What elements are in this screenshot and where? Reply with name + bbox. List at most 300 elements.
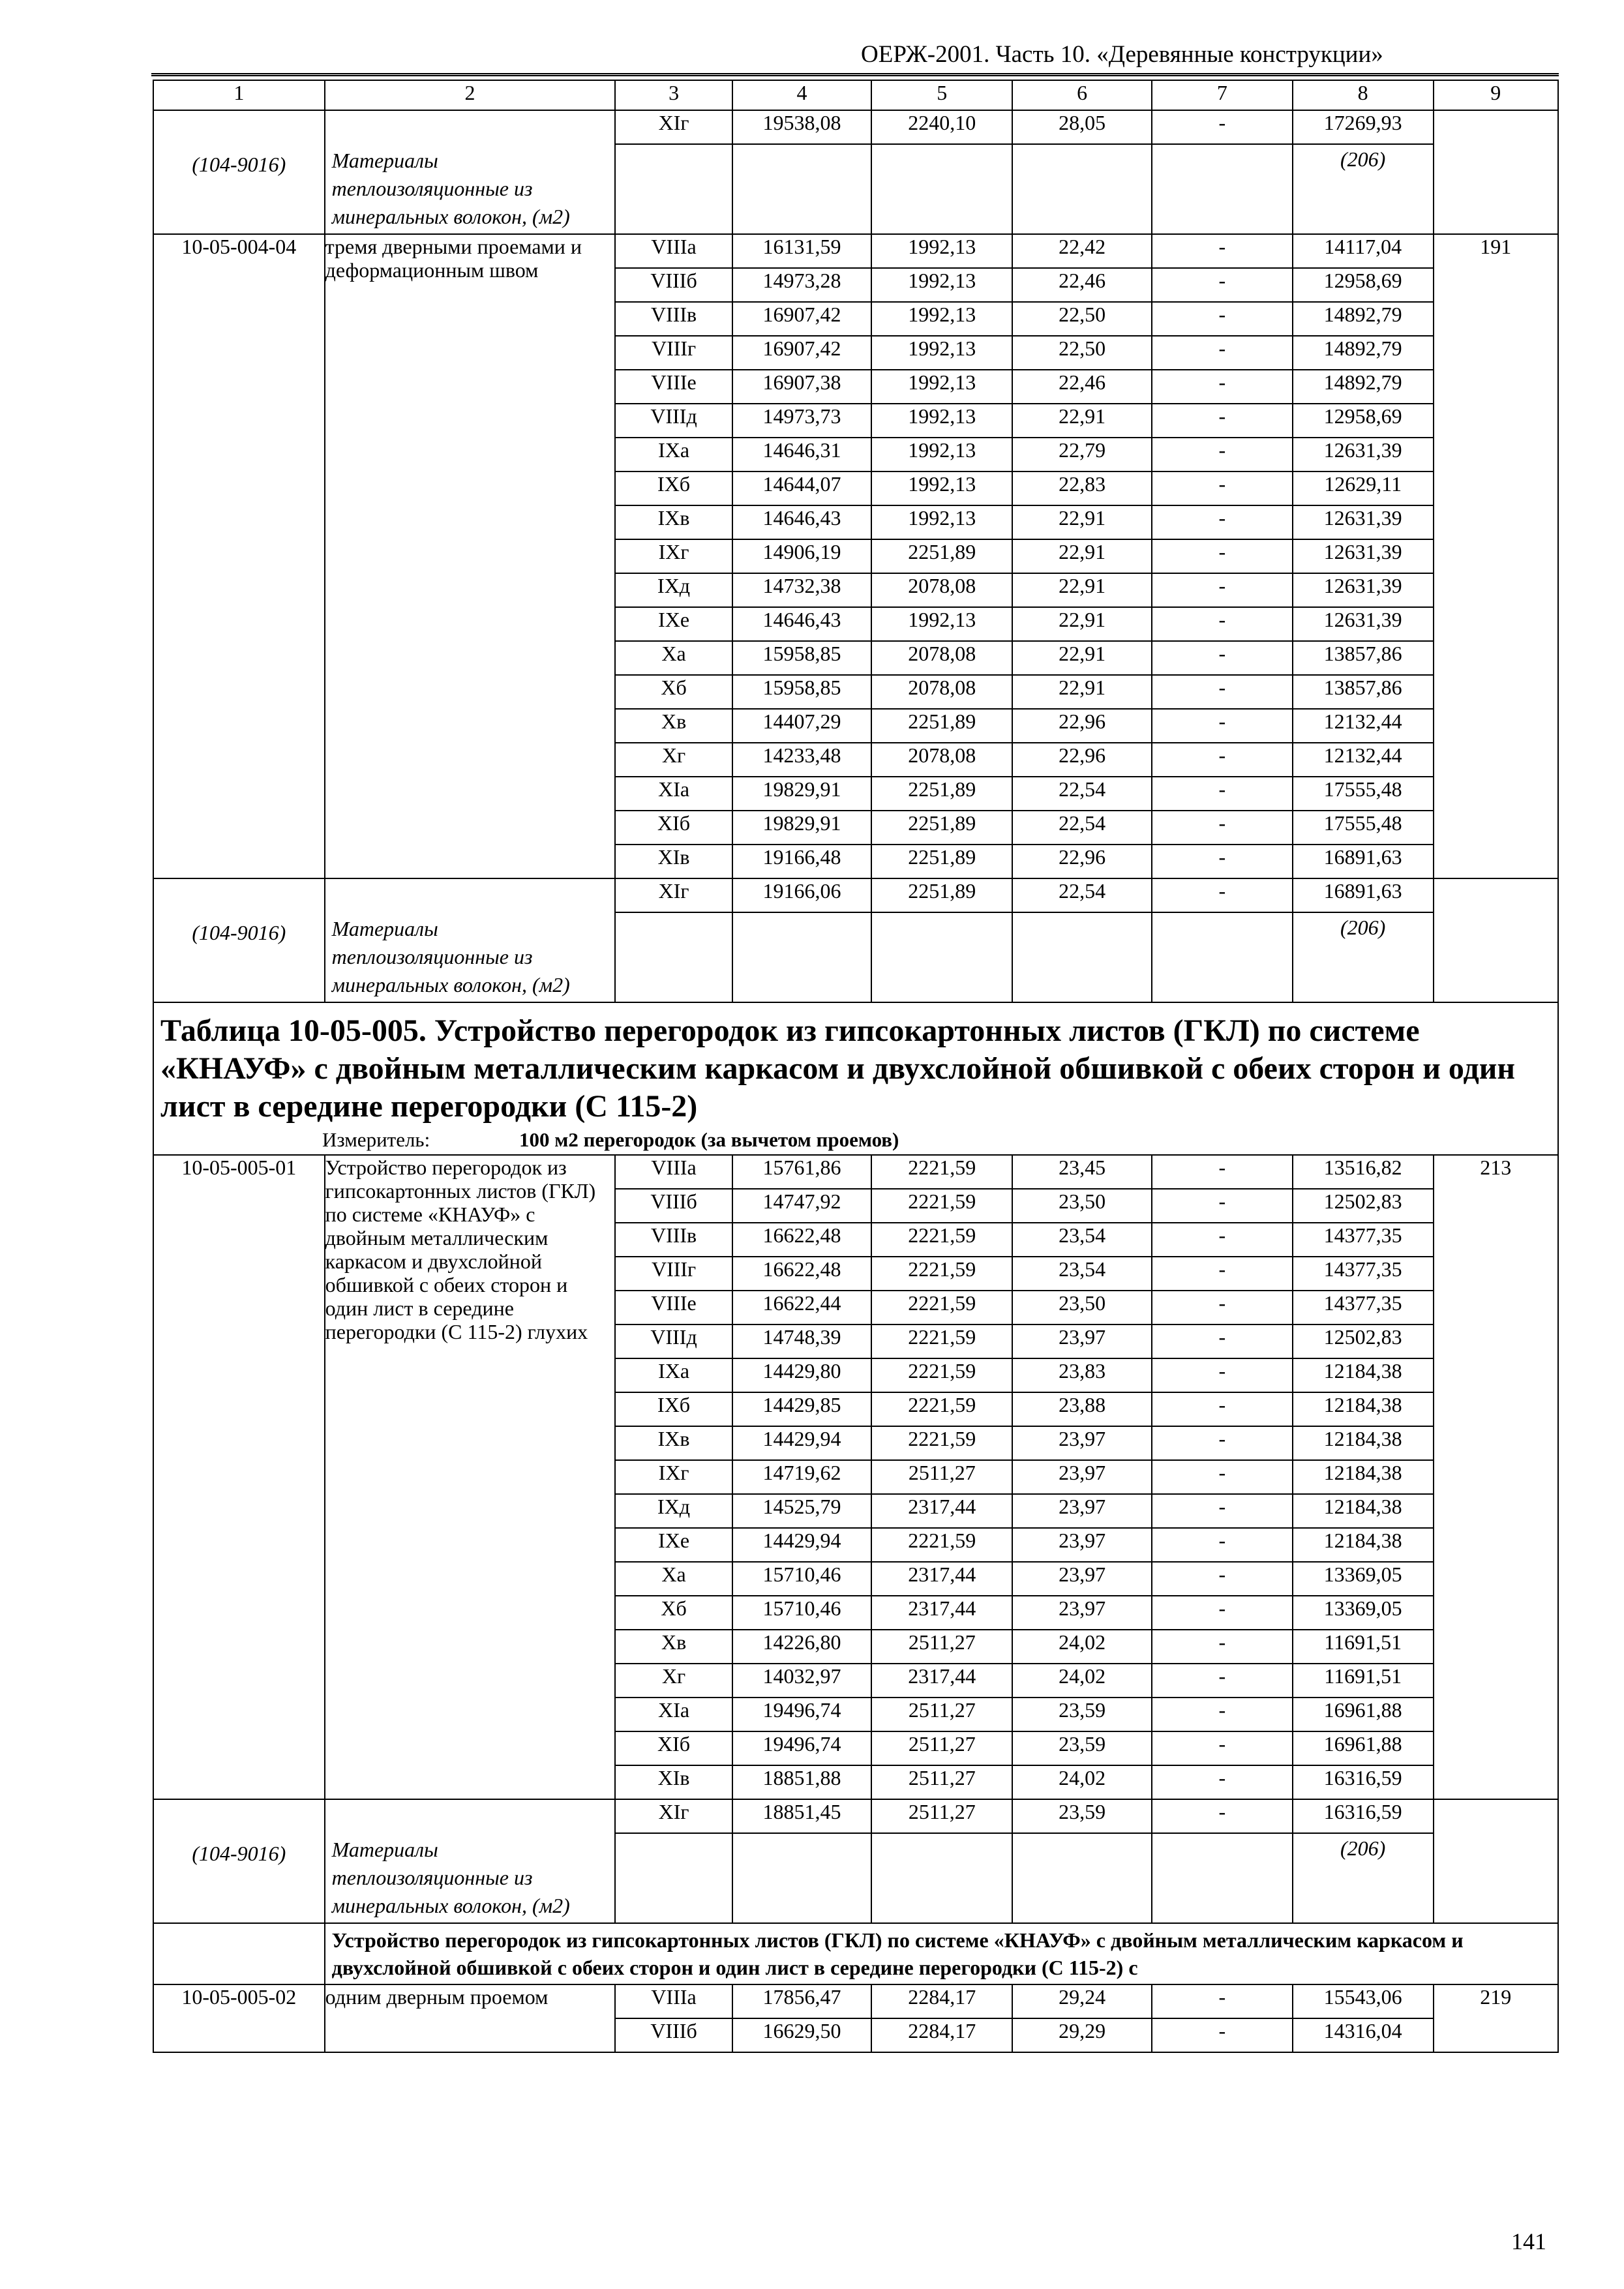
cell: 2511,27 [871, 1765, 1012, 1799]
cell: 2221,59 [871, 1223, 1012, 1257]
cell: 24,02 [1012, 1664, 1152, 1698]
cell: ХІв [615, 845, 732, 878]
material-code: (104-9016) [192, 153, 286, 176]
cell [1152, 1833, 1293, 1923]
cell: ІХе [615, 607, 732, 641]
cell: 1992,13 [871, 471, 1012, 505]
table-title-row [153, 1002, 1558, 1155]
cell: 1992,13 [871, 268, 1012, 302]
cell: 2511,27 [871, 1731, 1012, 1765]
material-code: (104-9016) [192, 921, 286, 944]
cell: 13857,86 [1293, 675, 1434, 709]
cell: 2251,89 [871, 878, 1012, 912]
material-qty-cell [1293, 144, 1434, 234]
cell: ХІг [615, 878, 732, 912]
table-row [153, 878, 1558, 912]
cell: - [1152, 1731, 1293, 1765]
cell: ІХг [615, 539, 732, 573]
cell: VІІІд [615, 404, 732, 438]
cell: 22,91 [1012, 675, 1152, 709]
cell: - [1152, 1765, 1293, 1799]
column-number: 3 [615, 80, 732, 110]
cell: 12132,44 [1293, 743, 1434, 777]
material-qty-cell [1293, 1833, 1434, 1923]
cell: 14429,80 [732, 1358, 872, 1392]
cell: ІХг [615, 1460, 732, 1494]
estimate-table [153, 80, 1559, 2053]
item-description: тремя дверными проемами и деформационным швом [325, 235, 582, 282]
description-cell [325, 234, 616, 878]
cell: 14973,73 [732, 404, 872, 438]
cell: 23,59 [1012, 1799, 1152, 1833]
cell: 13516,82 [1293, 1155, 1434, 1189]
cell: 19496,74 [732, 1698, 872, 1731]
cell: - [1152, 743, 1293, 777]
description-cell [325, 1984, 616, 2052]
cell: - [1152, 878, 1293, 912]
cell: 15958,85 [732, 675, 872, 709]
cell: 12184,38 [1293, 1426, 1434, 1460]
cell: 2240,10 [871, 110, 1012, 144]
cell [871, 1833, 1012, 1923]
cell: 12184,38 [1293, 1494, 1434, 1528]
cell: 22,96 [1012, 743, 1152, 777]
cell: 22,83 [1012, 471, 1152, 505]
cell: ІХб [615, 1392, 732, 1426]
cell: 14646,43 [732, 607, 872, 641]
cell: VІІІг [615, 1257, 732, 1291]
material-qty: (206) [1340, 1836, 1386, 1860]
cell [1012, 144, 1152, 234]
table-row [153, 1155, 1558, 1189]
column-number-row [153, 80, 1558, 110]
cell: 22,79 [1012, 438, 1152, 471]
cell: 14377,35 [1293, 1257, 1434, 1291]
table-title-cell [153, 1002, 1558, 1155]
cell [732, 1833, 872, 1923]
cell: 14892,79 [1293, 302, 1434, 336]
material-code-cell [153, 878, 325, 1002]
cell: - [1152, 1358, 1293, 1392]
cell: 23,54 [1012, 1223, 1152, 1257]
cell: 1992,13 [871, 438, 1012, 471]
cell: - [1152, 607, 1293, 641]
cell: 2221,59 [871, 1426, 1012, 1460]
cell: 12958,69 [1293, 404, 1434, 438]
cell: 16629,50 [732, 2018, 872, 2052]
cell: 1992,13 [871, 370, 1012, 404]
cell: 2317,44 [871, 1562, 1012, 1596]
material-qty: (206) [1340, 916, 1386, 939]
cell: - [1152, 1189, 1293, 1223]
cell: 22,91 [1012, 505, 1152, 539]
cell: - [1152, 1799, 1293, 1833]
cell: 14892,79 [1293, 370, 1434, 404]
cell: VІІІг [615, 336, 732, 370]
cell: 1992,13 [871, 336, 1012, 370]
cell: - [1152, 1155, 1293, 1189]
cell: 1992,13 [871, 302, 1012, 336]
header-rule [151, 73, 1559, 76]
cell: 14646,31 [732, 438, 872, 471]
cell: ХІа [615, 1698, 732, 1731]
code-cell [153, 1155, 325, 1799]
cell: 16907,42 [732, 336, 872, 370]
cell: VІІІб [615, 1189, 732, 1223]
col9-value: 191 [1480, 235, 1512, 258]
cell: ХІб [615, 811, 732, 845]
col9-cell [1434, 1155, 1558, 1799]
cell: 14525,79 [732, 1494, 872, 1528]
cell: 23,97 [1012, 1596, 1152, 1630]
cell: Хб [615, 1596, 732, 1630]
item-description: одним дверным проемом [325, 1985, 549, 2009]
cell: 14973,28 [732, 268, 872, 302]
cell: 22,91 [1012, 607, 1152, 641]
cell: 15710,46 [732, 1596, 872, 1630]
cell: 12502,83 [1293, 1324, 1434, 1358]
cell: - [1152, 811, 1293, 845]
cell: 2078,08 [871, 641, 1012, 675]
cell: 14646,43 [732, 505, 872, 539]
column-number: 8 [1293, 80, 1434, 110]
cell [732, 144, 872, 234]
cell [325, 110, 616, 234]
cell: 12502,83 [1293, 1189, 1434, 1223]
table-row [153, 234, 1558, 268]
column-number: 2 [325, 80, 616, 110]
cell: 14407,29 [732, 709, 872, 743]
material-code-cell [153, 1799, 325, 1923]
cell: ІХв [615, 1426, 732, 1460]
cell: 14233,48 [732, 743, 872, 777]
cell: VІІІв [615, 302, 732, 336]
cell: 12184,38 [1293, 1358, 1434, 1392]
cell: 28,05 [1012, 110, 1152, 144]
column-number: 7 [1152, 80, 1293, 110]
cell: 12631,39 [1293, 438, 1434, 471]
cell: ХІа [615, 777, 732, 811]
cell [1012, 1833, 1152, 1923]
cell: 23,50 [1012, 1291, 1152, 1324]
cell: 14748,39 [732, 1324, 872, 1358]
cell: 11691,51 [1293, 1664, 1434, 1698]
cell: 1992,13 [871, 404, 1012, 438]
cell: 19166,06 [732, 878, 872, 912]
table-title: Таблица 10-05-005. Устройство перегородок из гипсокартонных листов (ГКЛ) по системе «КНАУФ» с двойным металлическим каркасом и двухслойной обшивкой с обеих сторон и один лист в середине перегородки (С 115-2) [160, 1013, 1516, 1124]
cell: 16622,48 [732, 1223, 872, 1257]
cell: ХІв [615, 1765, 732, 1799]
col9-value: 213 [1480, 1156, 1512, 1179]
cell [615, 1833, 732, 1923]
cell: VІІІб [615, 2018, 732, 2052]
cell [1152, 144, 1293, 234]
cell: ІХв [615, 505, 732, 539]
column-number: 5 [871, 80, 1012, 110]
cell: Хг [615, 743, 732, 777]
cell: - [1152, 1596, 1293, 1630]
cell: 14226,80 [732, 1630, 872, 1664]
cell: Хв [615, 709, 732, 743]
cell: - [1152, 234, 1293, 268]
cell: 14892,79 [1293, 336, 1434, 370]
cell: - [1152, 336, 1293, 370]
cell: 23,97 [1012, 1426, 1152, 1460]
cell: - [1152, 2018, 1293, 2052]
cell: 14316,04 [1293, 2018, 1434, 2052]
cell: ІХа [615, 438, 732, 471]
item-description: Устройство перегородок из гипсокартонных листов (ГКЛ) по системе «КНАУФ» с двойным металлическим каркасом и двухслойной обшивкой с обеих сторон и один лист в середине перегородки (С 115-2) глухих [325, 1156, 596, 1343]
cell: VІІІа [615, 1155, 732, 1189]
cell [615, 912, 732, 1002]
code-cell [153, 234, 325, 878]
cell: 16622,44 [732, 1291, 872, 1324]
cell: - [1152, 573, 1293, 607]
cell: 16907,38 [732, 370, 872, 404]
cell: 23,97 [1012, 1460, 1152, 1494]
table-row [153, 110, 1558, 144]
cell: 2221,59 [871, 1155, 1012, 1189]
cell [871, 144, 1012, 234]
cell: 15710,46 [732, 1562, 872, 1596]
cell: 15761,86 [732, 1155, 872, 1189]
cell: 2251,89 [871, 709, 1012, 743]
cell: 15958,85 [732, 641, 872, 675]
cell: ХІб [615, 1731, 732, 1765]
cell: VІІІв [615, 1223, 732, 1257]
sub-description: Устройство перегородок из гипсокартонных листов (ГКЛ) по системе «КНАУФ» с двойным металлическим каркасом и двухслойной обшивкой с обеих сторон и один лист в середине перегородки (С 115-2) с [331, 1928, 1464, 1979]
cell: 14377,35 [1293, 1223, 1434, 1257]
cell: - [1152, 1291, 1293, 1324]
cell: - [1152, 1223, 1293, 1257]
cell: 23,97 [1012, 1562, 1152, 1596]
cell: 16891,63 [1293, 845, 1434, 878]
page-number: 141 [1511, 2228, 1546, 2254]
cell: 2251,89 [871, 811, 1012, 845]
cell: Хг [615, 1664, 732, 1698]
item-code: 10-05-005-02 [181, 1985, 297, 2009]
cell [153, 110, 325, 234]
cell: 23,54 [1012, 1257, 1152, 1291]
cell: 2221,59 [871, 1358, 1012, 1392]
cell: 2284,17 [871, 1984, 1012, 2018]
material-code: (104-9016) [192, 1842, 286, 1865]
cell: 12631,39 [1293, 573, 1434, 607]
cell: 2511,27 [871, 1799, 1012, 1833]
cell: 23,97 [1012, 1324, 1152, 1358]
cell: Хб [615, 675, 732, 709]
cell: 14117,04 [1293, 234, 1434, 268]
cell: - [1152, 1698, 1293, 1731]
cell: VІІІе [615, 370, 732, 404]
cell: - [1152, 1630, 1293, 1664]
cell: 2251,89 [871, 845, 1012, 878]
cell: - [1152, 1460, 1293, 1494]
cell [153, 1923, 325, 1984]
cell: 19538,08 [732, 110, 872, 144]
material-name-cell [325, 1799, 616, 1923]
cell: ІХд [615, 573, 732, 607]
sub-description-cell [325, 1923, 1558, 1984]
cell: 2251,89 [871, 539, 1012, 573]
cell: 2221,59 [871, 1291, 1012, 1324]
cell: - [1152, 1426, 1293, 1460]
cell: 17555,48 [1293, 811, 1434, 845]
cell: 17856,47 [732, 1984, 872, 2018]
cell: 24,02 [1012, 1630, 1152, 1664]
cell: 23,59 [1012, 1698, 1152, 1731]
cell [1152, 912, 1293, 1002]
cell: 2251,89 [871, 777, 1012, 811]
cell: 18851,45 [732, 1799, 872, 1833]
cell: - [1152, 370, 1293, 404]
cell: 23,97 [1012, 1494, 1152, 1528]
column-number: 9 [1434, 80, 1558, 110]
cell: VІІІа [615, 1984, 732, 2018]
cell: 22,91 [1012, 539, 1152, 573]
cell: 16961,88 [1293, 1698, 1434, 1731]
column-number: 1 [153, 80, 325, 110]
cell: 15543,06 [1293, 1984, 1434, 2018]
cell: 18851,88 [732, 1765, 872, 1799]
cell: 13857,86 [1293, 641, 1434, 675]
cell: - [1152, 1494, 1293, 1528]
cell: 22,50 [1012, 336, 1152, 370]
cell: 12184,38 [1293, 1392, 1434, 1426]
meter-line [154, 1126, 1557, 1154]
cell: 2078,08 [871, 675, 1012, 709]
cell: 22,54 [1012, 777, 1152, 811]
cell: 23,97 [1012, 1528, 1152, 1562]
cell: Ха [615, 641, 732, 675]
table-row [153, 1799, 1558, 1833]
cell: - [1152, 641, 1293, 675]
cell: 16131,59 [732, 234, 872, 268]
cell [1434, 878, 1558, 1002]
cell: 16891,63 [1293, 878, 1434, 912]
cell: - [1152, 1562, 1293, 1596]
cell: 19829,91 [732, 777, 872, 811]
material-name-cell [325, 878, 616, 1002]
cell: VІІІд [615, 1324, 732, 1358]
cell: 29,29 [1012, 2018, 1152, 2052]
cell: 1992,13 [871, 234, 1012, 268]
cell: 14429,94 [732, 1426, 872, 1460]
cell: 16316,59 [1293, 1765, 1434, 1799]
cell: ІХе [615, 1528, 732, 1562]
cell: 14377,35 [1293, 1291, 1434, 1324]
cell: 22,50 [1012, 302, 1152, 336]
meter-value: 100 м2 перегородок (за вычетом проемов) [519, 1128, 899, 1151]
cell: - [1152, 404, 1293, 438]
cell: - [1152, 471, 1293, 505]
cell: 23,45 [1012, 1155, 1152, 1189]
cell: - [1152, 539, 1293, 573]
cell: 2221,59 [871, 1324, 1012, 1358]
cell: 14429,85 [732, 1392, 872, 1426]
cell: 2221,59 [871, 1528, 1012, 1562]
cell: 1992,13 [871, 505, 1012, 539]
meter-label: Измеритель: [322, 1128, 430, 1151]
cell: 14747,92 [732, 1189, 872, 1223]
cell: 12629,11 [1293, 471, 1434, 505]
cell: 16961,88 [1293, 1731, 1434, 1765]
cell: - [1152, 1392, 1293, 1426]
cell: - [1152, 505, 1293, 539]
description-cell [325, 1155, 616, 1799]
cell: ХІг [615, 110, 732, 144]
cell: - [1152, 1324, 1293, 1358]
cell: 22,54 [1012, 811, 1152, 845]
cell: 2078,08 [871, 573, 1012, 607]
column-number: 4 [732, 80, 872, 110]
column-number: 6 [1012, 80, 1152, 110]
cell: - [1152, 675, 1293, 709]
cell: - [1152, 709, 1293, 743]
cell: Ха [615, 1562, 732, 1596]
cell: - [1152, 268, 1293, 302]
cell: 23,88 [1012, 1392, 1152, 1426]
cell [1012, 912, 1152, 1002]
cell: 12631,39 [1293, 505, 1434, 539]
cell: 2511,27 [871, 1630, 1012, 1664]
cell: 22,91 [1012, 641, 1152, 675]
page-header: ОЕРЖ-2001. Часть 10. «Деревянные конструкции» [861, 41, 1383, 68]
cell: 2317,44 [871, 1664, 1012, 1698]
cell: 2284,17 [871, 2018, 1012, 2052]
cell: 19496,74 [732, 1731, 872, 1765]
cell: 23,83 [1012, 1358, 1152, 1392]
cell: 22,46 [1012, 370, 1152, 404]
cell: 12631,39 [1293, 539, 1434, 573]
material-name: Материалы теплоизоляционные из минеральных волокон, (м2) [331, 1838, 570, 1917]
table-row [153, 1984, 1558, 2018]
item-code: 10-05-004-04 [181, 235, 297, 258]
cell: 14032,97 [732, 1664, 872, 1698]
cell: 2221,59 [871, 1392, 1012, 1426]
cell: 22,91 [1012, 404, 1152, 438]
cell: 2317,44 [871, 1494, 1012, 1528]
cell: 19166,48 [732, 845, 872, 878]
material-name: Материалы теплоизоляционные из минеральных волокон, (м2) [331, 149, 570, 228]
cell: VІІІе [615, 1291, 732, 1324]
sub-description-row [153, 1923, 1558, 1984]
cell: Хв [615, 1630, 732, 1664]
cell: 2317,44 [871, 1596, 1012, 1630]
cell: - [1152, 1257, 1293, 1291]
cell: ІХд [615, 1494, 732, 1528]
cell: 12184,38 [1293, 1528, 1434, 1562]
cell: 24,02 [1012, 1765, 1152, 1799]
cell: 19829,91 [732, 811, 872, 845]
cell [732, 912, 872, 1002]
cell: 13369,05 [1293, 1562, 1434, 1596]
cell: 14719,62 [732, 1460, 872, 1494]
cell [871, 912, 1012, 1002]
cell: 17555,48 [1293, 777, 1434, 811]
cell: - [1152, 1984, 1293, 2018]
cell [615, 144, 732, 234]
cell: 2078,08 [871, 743, 1012, 777]
cell: - [1152, 302, 1293, 336]
cell: 2511,27 [871, 1460, 1012, 1494]
cell: 13369,05 [1293, 1596, 1434, 1630]
cell: 2221,59 [871, 1189, 1012, 1223]
cell: 22,96 [1012, 709, 1152, 743]
cell: 16907,42 [732, 302, 872, 336]
cell: 11691,51 [1293, 1630, 1434, 1664]
cell: - [1152, 1664, 1293, 1698]
